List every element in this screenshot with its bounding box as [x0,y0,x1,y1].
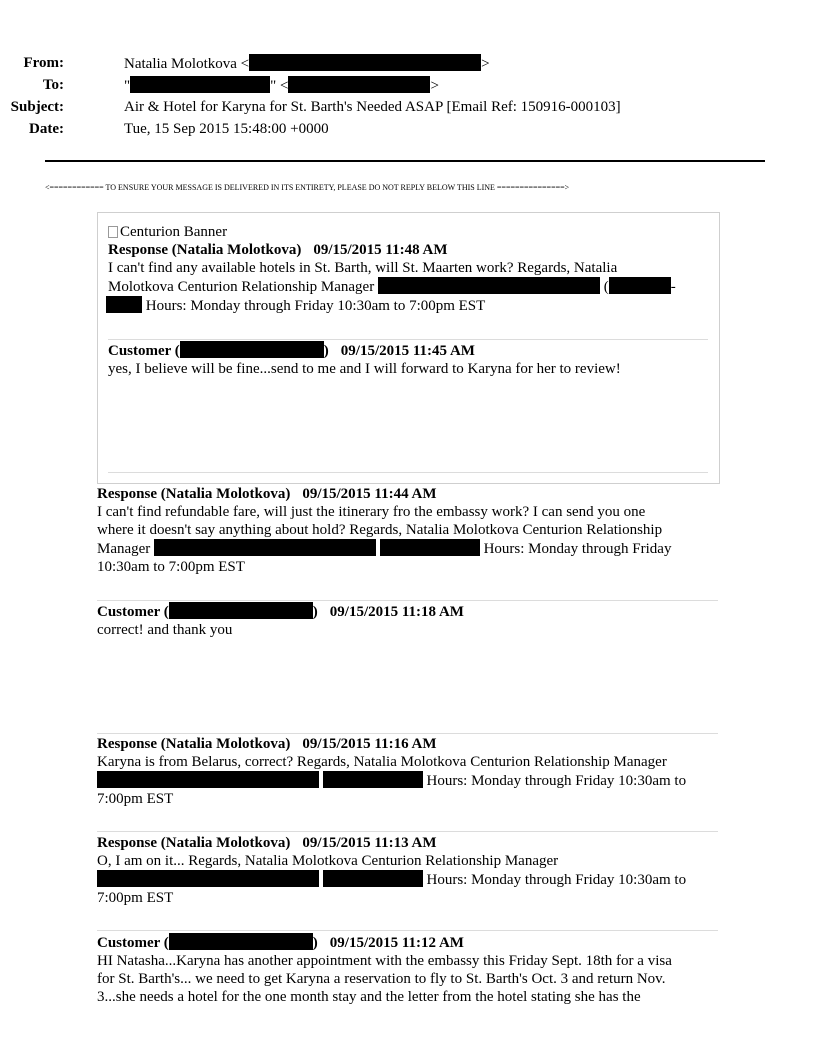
to-quote-mid: " < [270,78,289,94]
message-author: Response (Natalia Molotkova) [97,736,291,752]
message-line: Hours: Monday through Friday 10:30am to 7:00pm EST [145,298,486,314]
message-timestamp: 09/15/2015 11:12 AM [329,935,464,951]
message-line: I can't find any available hotels in St. Barth, will St. Maarten work? Regards, Natalia [108,260,618,276]
message-author: Response (Natalia Molotkova) [108,242,302,258]
redacted-phone [323,870,423,887]
message-timestamp: 09/15/2015 11:45 AM [340,343,475,359]
message-line: I can't find refundable fare, will just the itinerary fro the embassy work? I can send you one [97,504,646,520]
message-line: correct! and thank you [97,622,233,638]
message-timestamp: 09/15/2015 11:13 AM [302,835,437,851]
redacted-recipient-name [130,76,270,93]
message-timestamp: 09/15/2015 11:16 AM [302,736,437,752]
centurion-banner [108,223,227,241]
subject-text: Air & Hotel for Karyna for St. Barth's Needed ASAP [Email Ref: 150916-000103] [124,99,621,115]
message-paren: ( [603,279,609,295]
redacted-phone [380,539,480,556]
redacted-customer-name [169,602,313,619]
message-line: yes, I believe will be fine...send to me and I will forward to Karyna for her to review! [108,361,621,377]
redacted-phone [106,296,142,313]
message-line: Manager [97,541,151,557]
redacted-email [154,539,376,556]
message-divider [97,733,718,734]
from-row [0,54,760,74]
message-line: 7:00pm EST [97,890,174,906]
redacted-email [97,771,319,788]
message-3 [97,485,717,576]
header-divider [45,160,765,162]
redacted-email [249,54,481,71]
message-divider [97,831,718,832]
message-line: Hours: Monday through Friday 10:30am to [426,872,687,888]
date-text: Tue, 15 Sep 2015 15:48:00 +0000 [124,121,329,137]
message-divider [108,339,708,340]
message-author: Customer ( [97,604,169,620]
message-line: where it doesn't say anything about hold? Regards, Natalia Molotkova Centurion Relationship [97,522,663,538]
message-7 [97,933,717,1006]
message-5 [97,735,717,808]
message-author-close: ) [312,935,318,951]
to-quote-open: " [124,78,131,94]
message-1 [108,241,708,315]
redacted-email [378,277,600,294]
message-divider [97,930,718,931]
message-4 [97,602,717,639]
redacted-recipient-email [288,76,430,93]
message-timestamp: 09/15/2015 11:48 AM [313,242,448,258]
banner-box [97,212,720,484]
from-name: Natalia Molotkova < [124,56,250,72]
redacted-phone [323,771,423,788]
message-line: HI Natasha...Karyna has another appointment with the embassy this Friday Sept. 18th for a visa [97,953,672,969]
redacted-phone [609,277,671,294]
reply-notice: <============ TO ENSURE YOUR MESSAGE IS DELIVERED IN ITS ENTIRETY, PLEASE DO NOT REPLY BELOW THIS LINE ===============> [45,183,570,192]
message-line: 10:30am to 7:00pm EST [97,559,245,575]
date-label: Date: [29,121,64,137]
message-author: Response (Natalia Molotkova) [97,835,291,851]
message-divider [108,472,708,473]
subject-label: Subject: [10,99,64,115]
message-line: Hours: Monday through Friday [483,541,672,557]
subject-row [0,98,760,118]
message-line: Hours: Monday through Friday 10:30am to [426,773,687,789]
message-line: Karyna is from Belarus, correct? Regards, Natalia Molotkova Centurion Relationship Manager [97,754,667,770]
message-divider [97,600,718,601]
message-timestamp: 09/15/2015 11:44 AM [302,486,437,502]
message-author: Customer ( [97,935,169,951]
to-label: To: [42,77,64,93]
message-line: Molotkova Centurion Relationship Manager [108,279,375,295]
redacted-customer-name [169,933,313,950]
redacted-email [97,870,319,887]
message-author: Response (Natalia Molotkova) [97,486,291,502]
to-close: > [430,78,439,94]
redacted-customer-name [180,341,324,358]
message-author-close: ) [323,343,329,359]
banner-alt-text: Centurion Banner [120,224,228,240]
message-line: for St. Barth's... we need to get Karyna a reservation to fly to St. Barth's Oct. 3 and return Nov. [97,971,666,987]
message-author-close: ) [312,604,318,620]
message-dash: - [670,279,676,295]
from-label: From: [23,55,64,71]
message-author: Customer ( [108,343,180,359]
message-line: 7:00pm EST [97,791,174,807]
message-6 [97,834,717,907]
message-timestamp: 09/15/2015 11:18 AM [329,604,464,620]
message-line: 3...she needs a hotel for the one month stay and the letter from the hotel stating she has the [97,989,641,1005]
broken-image-icon [108,226,118,238]
from-close: > [481,56,490,72]
date-row [0,120,760,140]
message-2 [108,341,708,378]
to-row [0,76,760,96]
message-line: O, I am on it... Regards, Natalia Molotkova Centurion Relationship Manager [97,853,559,869]
